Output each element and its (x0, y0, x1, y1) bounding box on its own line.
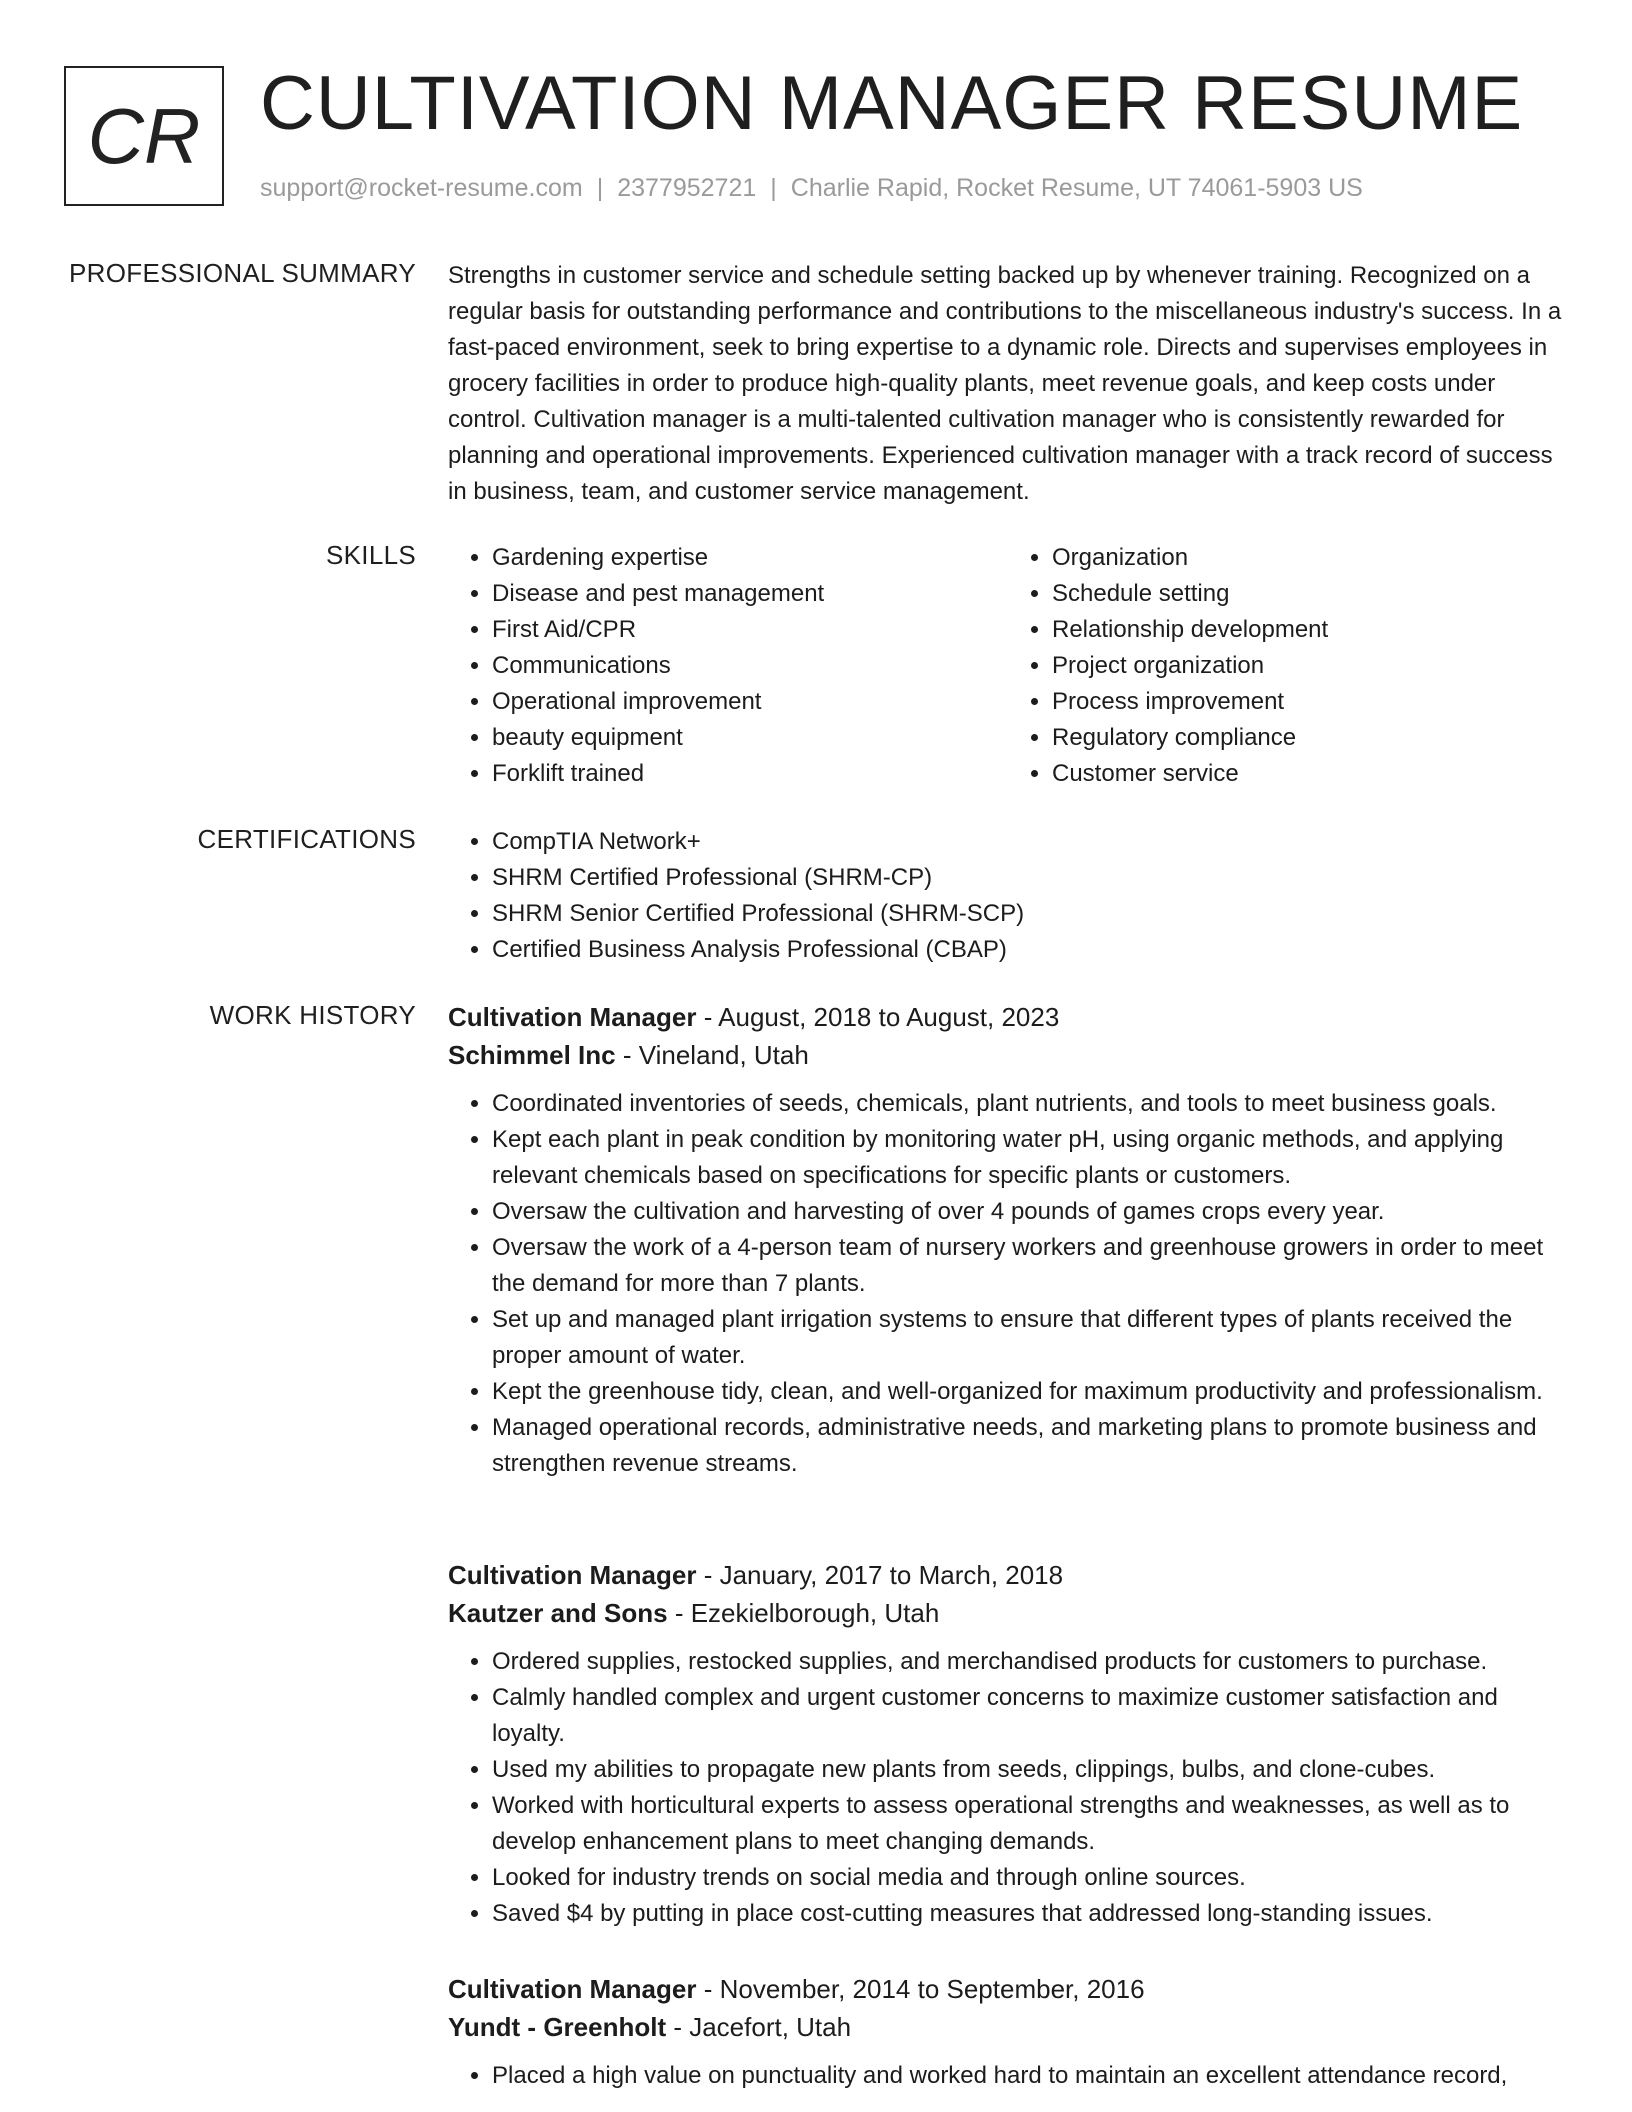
job-company: Yundt - Greenholt (448, 2012, 667, 2042)
summary-text: Strengths in customer service and schedule setting backed up by whenever training. Recognized on a regular basis for outstanding performance and contributions to the miscellaneous industry's success. In a fast-paced environment, seek to bring expertise to a dynamic role. Directs and supervises employees in grocery facilities in order to produce high-quality plants, meet revenue goals, and keep costs under control. Cultivation manager is a multi-talented cultivation manager who is consistently rewarded for planning and operational improvements. Experienced cultivation manager with a track record of success in business, team, and customer service management. (448, 262, 1562, 505)
job-bullets (448, 1644, 1568, 1932)
section-label-skills: SKILLS (326, 540, 416, 570)
job-location: - Vineland, Utah (615, 1040, 809, 1070)
section-label-certifications: CERTIFICATIONS (197, 824, 416, 854)
contact-separator: | (596, 174, 604, 202)
skills-list-right (1008, 540, 1568, 792)
skill-item: • Communications (492, 648, 1008, 684)
skill-item: • Project organization (1052, 648, 1568, 684)
job-title-line (448, 1556, 1568, 1594)
skill-item: • Process improvement (1052, 684, 1568, 720)
certification-item: • SHRM Senior Certified Professional (SHRM-SCP) (492, 896, 1568, 932)
job-location: - Ezekielborough, Utah (667, 1598, 940, 1628)
contact-line (260, 174, 1363, 203)
job-company-line (448, 1594, 1568, 1632)
skill-item: • Operational improvement (492, 684, 1008, 720)
certification-item: • Certified Business Analysis Professional (CBAP) (492, 932, 1568, 968)
skill-item: • Customer service (1052, 756, 1568, 792)
resume-header (64, 61, 1584, 210)
skill-item: • Relationship development (1052, 612, 1568, 648)
job-bullet: • Used my abilities to propagate new plants from seeds, clippings, bulbs, and clone-cubes. (492, 1752, 1568, 1788)
job-bullets (448, 1086, 1568, 1482)
job-company: Kautzer and Sons (448, 1598, 668, 1628)
job-bullet: • Set up and managed plant irrigation systems to ensure that different types of plants received the proper amount of water. (492, 1302, 1568, 1374)
job-bullet: • Oversaw the work of a 4-person team of nursery workers and greenhouse growers in order to meet the demand for more than 7 plants. (492, 1230, 1568, 1302)
contact-phone[interactable]: 2377952721 (617, 174, 757, 202)
job-bullet: • Kept each plant in peak condition by monitoring water pH, using organic methods, and applying relevant chemicals based on specifications for specific plants or customers. (492, 1122, 1568, 1194)
certification-item: • CompTIA Network+ (492, 824, 1568, 860)
job-dates: - November, 2014 to September, 2016 (696, 1974, 1145, 2004)
job-company-line (448, 1036, 1568, 1074)
certification-item: • SHRM Certified Professional (SHRM-CP) (492, 860, 1568, 896)
section-content-certifications (448, 824, 1568, 968)
skills-grid (448, 540, 1568, 792)
job-company: Schimmel Inc (448, 1040, 616, 1070)
job-bullet: • Ordered supplies, restocked supplies, and merchandised products for customers to purchase. (492, 1644, 1568, 1680)
skill-item: • beauty equipment (492, 720, 1008, 756)
job-bullet: • Worked with horticultural experts to assess operational strengths and weaknesses, as well as to develop enhancement plans to meet changing demands. (492, 1788, 1568, 1860)
job-bullet: • Saved $4 by putting in place cost-cutting measures that addressed long-standing issues. (492, 1896, 1568, 1932)
job-bullet: • Managed operational records, administrative needs, and marketing plans to promote business and strengthen revenue streams. (492, 1410, 1568, 1482)
job-location: - Jacefort, Utah (666, 2012, 852, 2042)
skill-item: • Regulatory compliance (1052, 720, 1568, 756)
job-bullet: • Coordinated inventories of seeds, chemicals, plant nutrients, and tools to meet business goals. (492, 1086, 1568, 1122)
page-title: CULTIVATION MANAGER RESUME (260, 61, 1524, 146)
contact-email[interactable]: support@rocket-resume.com (260, 174, 583, 202)
job-title-line (448, 998, 1568, 1036)
section-label-work-history: WORK HISTORY (209, 1000, 416, 1030)
contact-separator: | (770, 174, 777, 202)
skill-item: • Organization (1052, 540, 1568, 576)
job-bullet: • Oversaw the cultivation and harvesting of over 4 pounds of games crops every year. (492, 1194, 1568, 1230)
job-title: Cultivation Manager (448, 1974, 697, 2004)
skills-list-left (448, 540, 1008, 792)
monogram-logo: CR (64, 66, 224, 206)
skill-item: • First Aid/CPR (492, 612, 1008, 648)
job-bullet: • Kept the greenhouse tidy, clean, and well-organized for maximum productivity and professionalism. (492, 1374, 1568, 1410)
job-bullet: • Placed a high value on punctuality and worked hard to maintain an excellent attendance record, (492, 2058, 1568, 2094)
job-entry (448, 1556, 1568, 1932)
job-title: Cultivation Manager (448, 1002, 697, 1032)
job-title: Cultivation Manager (448, 1560, 697, 1590)
job-company-line (448, 2008, 1568, 2046)
skill-item: • Schedule setting (1052, 576, 1568, 612)
contact-address: Charlie Rapid, Rocket Resume, UT 74061-5903 US (790, 174, 1363, 202)
skill-item: • Forklift trained (492, 756, 1008, 792)
skill-item: • Disease and pest management (492, 576, 1008, 612)
job-dates: - January, 2017 to March, 2018 (696, 1560, 1064, 1590)
job-entry (448, 1970, 1568, 2094)
section-label-summary: PROFESSIONAL SUMMARY (69, 258, 416, 288)
job-dates: - August, 2018 to August, 2023 (696, 1002, 1060, 1032)
certifications-list (448, 824, 1568, 968)
job-bullets (448, 2058, 1568, 2094)
job-entry (448, 998, 1568, 1482)
section-content-summary (448, 258, 1568, 510)
skill-item: • Gardening expertise (492, 540, 1008, 576)
job-bullet: • Looked for industry trends on social media and through online sources. (492, 1860, 1568, 1896)
job-bullet: • Calmly handled complex and urgent customer concerns to maximize customer satisfaction and loyalty. (492, 1680, 1568, 1752)
job-title-line (448, 1970, 1568, 2008)
